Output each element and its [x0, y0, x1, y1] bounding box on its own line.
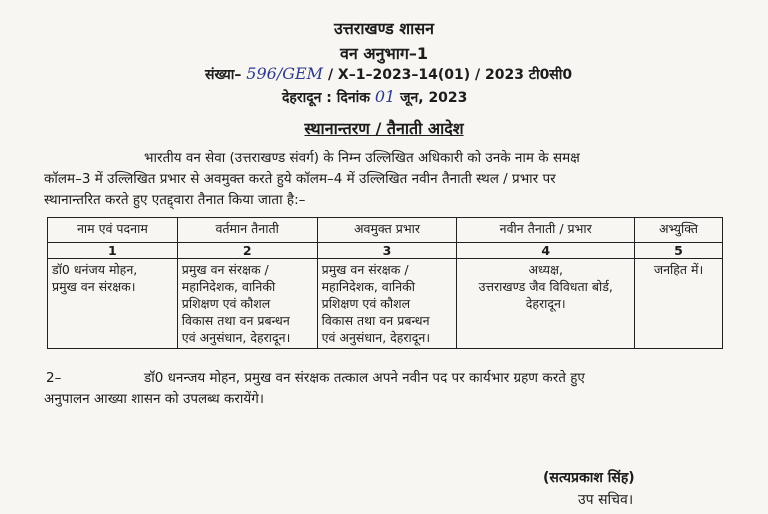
transfer-table: [47, 217, 723, 349]
department-name: वन अनुभाग–1: [340, 44, 428, 63]
cell-line: विकास तथा वन प्रबन्धन: [321, 313, 430, 328]
table-header-row: [48, 218, 723, 243]
cell-line: प्रशिक्षण एवं कौशल: [321, 296, 411, 311]
order-paragraph-2: [44, 368, 724, 410]
ref-suffix: / X–1–2023–14(01) / 2023 टी0सी0: [327, 67, 573, 83]
col-number: 5: [635, 243, 723, 259]
cell-relieved-charge: [317, 259, 457, 349]
cell-line: एवं अनुसंधान, देहरादून।: [181, 330, 291, 345]
header-remarks: अभ्युक्ति: [635, 218, 723, 243]
date-line: [282, 87, 582, 107]
paragraph-2-line-2: अनुपालन आख्या शासन को उपलब्ध करायेंगे।: [44, 391, 264, 407]
cell-line: प्रमुख वन संरक्षक /: [321, 262, 409, 277]
cell-line: एवं अनुसंधान, देहरादून।: [321, 330, 431, 345]
paragraph-2-number: 2–: [46, 370, 62, 386]
header-name-designation: नाम एवं पदनाम: [48, 218, 178, 243]
paragraph-2-line-1: डॉ0 धनन्जय मोहन, प्रमुख वन संरक्षक तत्काल अपने नवीन पद पर कार्यभार ग्रहण करते हुए: [144, 370, 585, 386]
cell-line: प्रमुख वन संरक्षक /: [181, 262, 269, 277]
ref-prefix: संख्या–: [205, 67, 242, 83]
cell-line: प्रशिक्षण एवं कौशल: [181, 296, 271, 311]
cell-line: प्रमुख वन संरक्षक।: [52, 279, 136, 294]
paragraph-1-line-3: स्थानान्तरित करते हुए एतद्द्वारा तैनात किया जाता है:–: [44, 192, 306, 208]
signatory-name: (सत्यप्रकाश सिंह): [543, 470, 635, 486]
ref-handwritten: 596/GEM: [246, 64, 324, 83]
cell-officer-name: [48, 259, 178, 349]
col-number: 2: [177, 243, 317, 259]
paragraph-1-line-1: भारतीय वन सेवा (उत्तराखण्ड संवर्ग) के निम्न उल्लिखित अधिकारी को उनके नाम के समक्ष: [144, 150, 580, 166]
cell-remarks: [635, 259, 723, 349]
header-current-posting: वर्तमान तैनाती: [177, 218, 317, 243]
header-new-posting: नवीन तैनाती / प्रभार: [457, 218, 635, 243]
col-number: 1: [48, 243, 178, 259]
date-handwritten: 01: [374, 87, 396, 106]
paragraph-1-line-2: कॉलम–3 में उल्लिखित प्रभार से अवमुक्त करते हुये कॉलम–4 में उल्लिखित नवीन तैनाती स्थल / प्रभार पर: [44, 171, 556, 187]
col-number: 3: [317, 243, 457, 259]
government-title: उत्तराखण्ड शासन: [333, 19, 435, 38]
cell-current-posting: [177, 259, 317, 349]
date-suffix: जून, 2023: [400, 90, 468, 106]
table-number-row: [48, 243, 723, 259]
cell-line: डॉ0 धनंजय मोहन,: [52, 262, 138, 277]
order-subject: स्थानान्तरण / तैनाती आदेश: [304, 119, 464, 138]
cell-line: देहरादून।: [525, 296, 566, 311]
cell-new-posting: [457, 259, 635, 349]
cell-line: विकास तथा वन प्रबन्धन: [181, 313, 290, 328]
cell-line: महानिदेशक, वानिकी: [321, 279, 415, 294]
cell-line: जनहित में।: [653, 262, 704, 277]
cell-line: अध्यक्ष,: [528, 262, 563, 277]
reference-number: [205, 64, 685, 84]
date-prefix: देहरादून : दिनांक: [282, 90, 370, 106]
table-row: [48, 259, 723, 349]
cell-line: महानिदेशक, वानिकी: [181, 279, 276, 294]
signatory-designation: उप सचिव।: [578, 492, 634, 508]
order-paragraph-1: [44, 148, 724, 211]
col-number: 4: [457, 243, 635, 259]
cell-line: उत्तराखण्ड जैव विविधता बोर्ड,: [478, 279, 613, 294]
header-relieved-charge: अवमुक्त प्रभार: [317, 218, 457, 243]
